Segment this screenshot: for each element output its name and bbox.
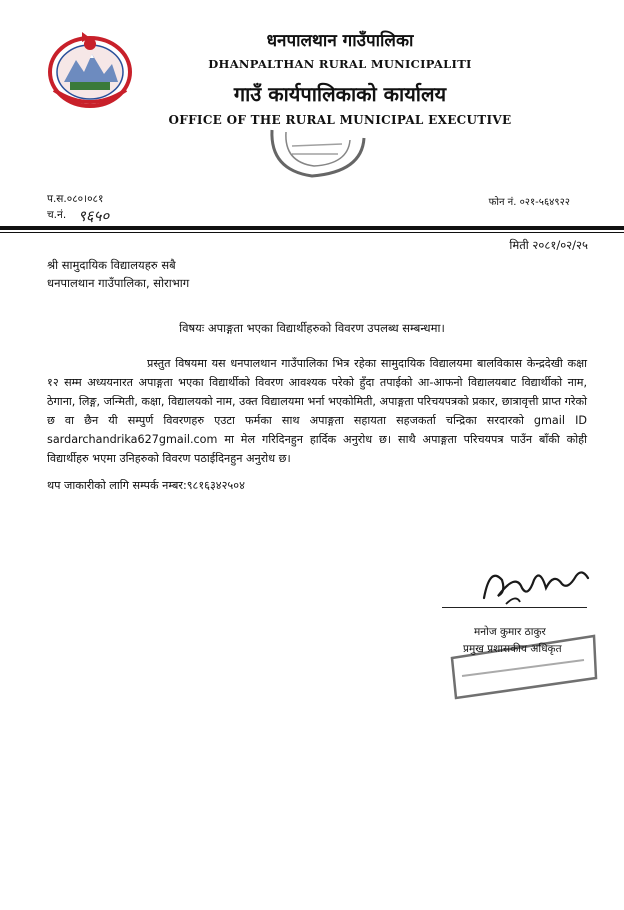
office-name-english: OFFICE OF THE RURAL MUNICIPAL EXECUTIVE — [168, 113, 512, 127]
letter-subject: विषयः अपाङ्गता भएका विद्यार्थीहरुको विवरण उपलब्ध सम्बन्धमा। — [179, 321, 445, 335]
office-stamp — [262, 110, 372, 180]
recipient-line-1: श्री सामुदायिक विद्यालयहरु सबै — [47, 258, 176, 272]
header-divider — [0, 226, 624, 230]
signatory-title: प्रमुख प्रशासकीय अधिकृत — [463, 643, 562, 655]
signature-line — [442, 607, 587, 608]
municipality-name-nepali: धनपालथान गाउँपालिका — [266, 31, 414, 51]
signatory-name: मनोज कुमार ठाकुर — [474, 626, 546, 638]
office-name-nepali: गाउँ कार्यपालिकाको कार्यालय — [233, 82, 447, 106]
municipality-name-english: DHANPALTHAN RURAL MUNICIPALITI — [208, 57, 472, 71]
letter-date: मिती २०८१/०२/२५ — [509, 238, 588, 252]
contact-line: थप जाकारीको लागि सम्पर्क नम्बर:९८१६३४२५०४ — [47, 479, 245, 492]
handwritten-signature — [476, 558, 596, 608]
chalani-number: ९६५० — [78, 207, 110, 225]
recipient-line-2: धनपालथान गाउँपालिका, सोराभाग — [47, 276, 190, 290]
patra-sankhya: प.स.०८०।०८१ — [47, 193, 104, 205]
header-divider-thin — [0, 232, 624, 233]
chalani-label: च.नं. — [47, 209, 67, 221]
phone-number: फोन नं. ०२१-५६४९२२ — [488, 197, 570, 208]
letter-body: प्रस्तुत विषयमा यस धनपालथान गाउँपालिका भित्र रहेका सामुदायिक विद्यालयमा बालविकास केन्द्रदेखी कक्षा १२ सम्म अध्ययनारत अपाङ्गता भएका विद्यार्थीको विवरण आवश्यक परेको हुँदा तपाईको आ-आफनो विद्यालयबाट विद्यार्थीको नाम, ठेगाना, लिङ्ग, जन्मिती, कक्षा, विद्यालयको नाम, उक्त विद्यालयमा भर्ना भएकोमिती, अपाङ्गता परिचयपत्रको प्रकार, छात्रावृत्ती प्राप्त गरेको छ वा छैन यी सम्पुर्ण विवरणहरु एउटा फर्मका साथ अपाङ्गता सहायता सहजकर्ता चन्द्रिका सरदारको gmail ID sardarchandrika627gmail.com मा मेल गरिदिनहुन हार्दिक अनुरोध छ। साथै अपाङ्गता परिचयपत्र पाउँन बाँकी कोही विद्यार्थीहरु भएमा उनिहरुको विवरण पठाईदिनहुन अनुरोध छ। — [47, 357, 588, 465]
government-emblem — [46, 30, 134, 110]
